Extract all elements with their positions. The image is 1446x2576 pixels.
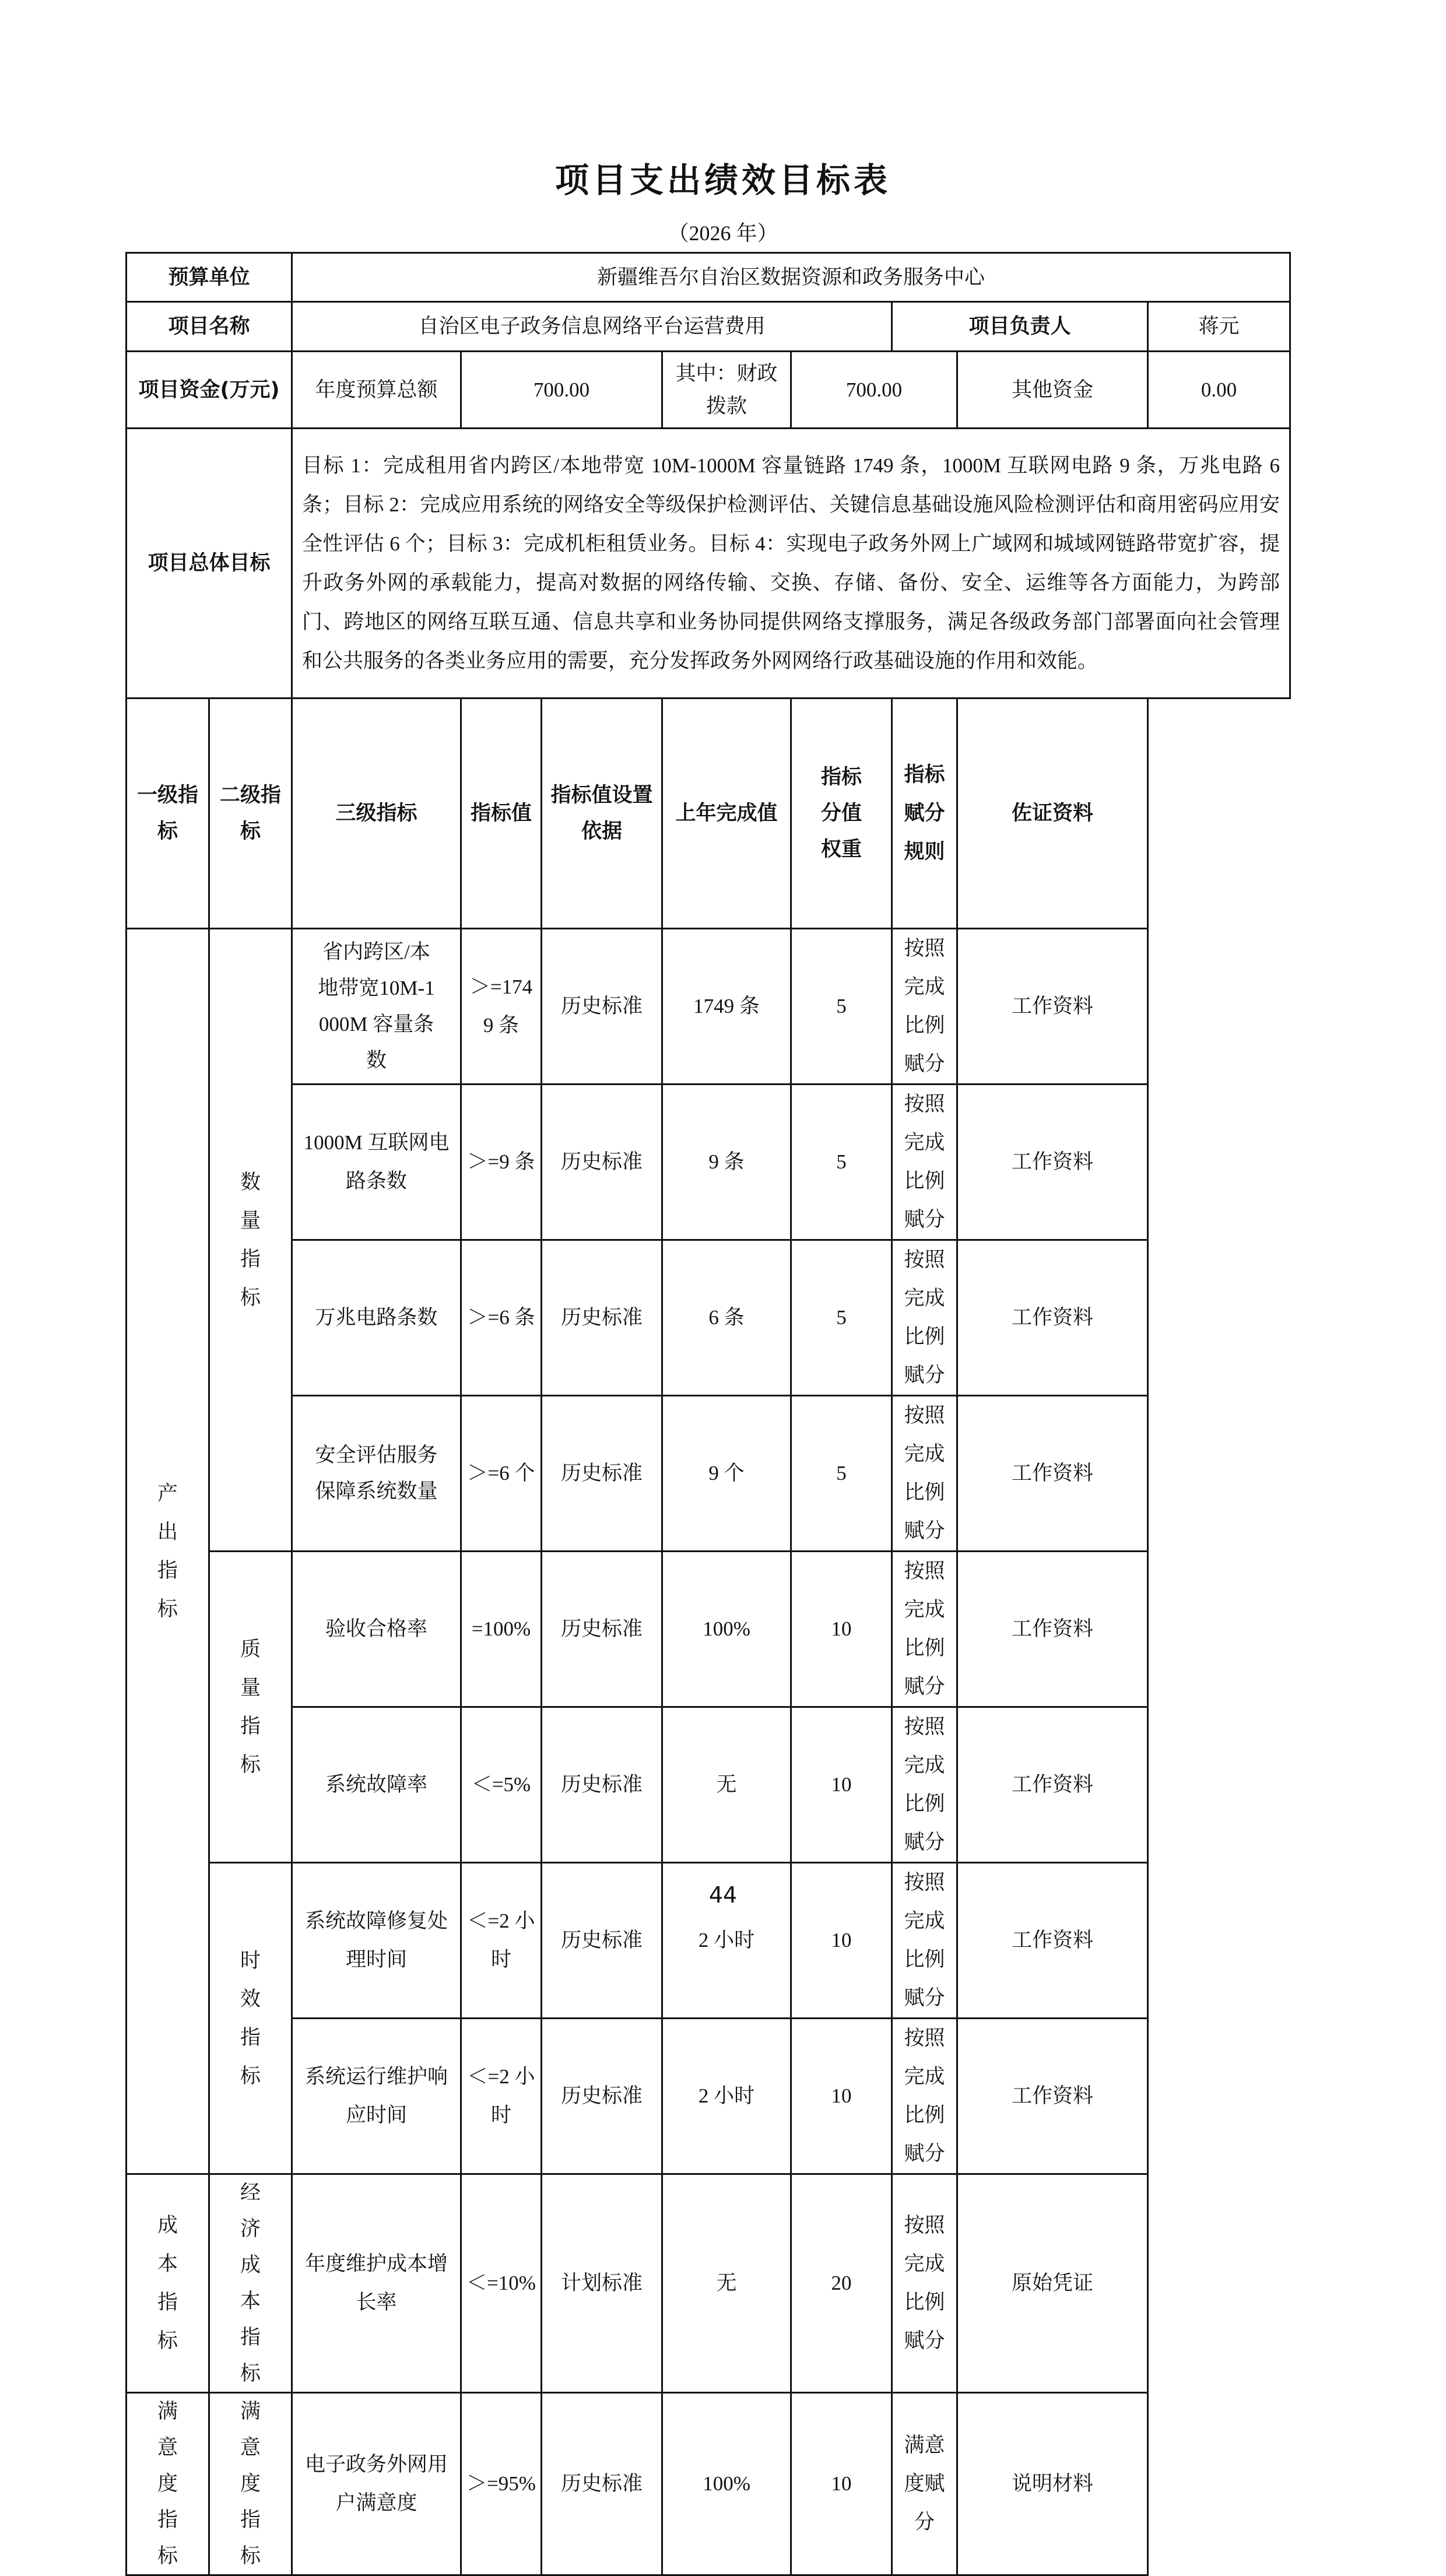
rule-cell: 按照完成比例赋分 bbox=[892, 1240, 957, 1396]
last-year-cell: 2 小时 bbox=[662, 2019, 791, 2174]
value-cell: ＜=2 小时 bbox=[461, 1863, 542, 2019]
weight-cell: 5 bbox=[791, 1085, 892, 1240]
basis-cell: 历史标准 bbox=[542, 1707, 662, 1863]
header-last-year: 上年完成值 bbox=[662, 699, 791, 929]
last-year-cell: 9 个 bbox=[662, 1396, 791, 1552]
evidence-cell: 工作资料 bbox=[957, 1707, 1148, 1863]
last-year-cell: 100% bbox=[662, 1552, 791, 1707]
budget-unit-value: 新疆维吾尔自治区数据资源和政务服务中心 bbox=[292, 253, 1290, 302]
header-basis: 指标值设置依据 bbox=[542, 699, 662, 929]
header-evidence: 佐证资料 bbox=[957, 699, 1148, 929]
last-year-cell: 100% bbox=[662, 2393, 791, 2575]
value-cell: ＞=9 条 bbox=[461, 1085, 542, 1240]
basis-cell: 历史标准 bbox=[542, 1085, 662, 1240]
basis-cell: 计划标准 bbox=[542, 2174, 662, 2393]
level3-cell: 1000M 互联网电路条数 bbox=[292, 1085, 461, 1240]
annual-budget-value: 700.00 bbox=[461, 352, 662, 429]
evidence-cell: 工作资料 bbox=[957, 1240, 1148, 1396]
page-number: 44 bbox=[708, 1882, 738, 1908]
last-year-cell: 无 bbox=[662, 2174, 791, 2393]
group-satisfaction-level2: 满意度指标 bbox=[209, 2393, 292, 2575]
rule-cell: 按照完成比例赋分 bbox=[892, 1863, 957, 2019]
weight-cell: 5 bbox=[791, 1396, 892, 1552]
evidence-cell: 原始凭证 bbox=[957, 2174, 1148, 2393]
header-level3: 三级指标 bbox=[292, 699, 461, 929]
value-cell: ＜=5% bbox=[461, 1707, 542, 1863]
header-level1: 一级指标 bbox=[127, 699, 209, 929]
basis-cell: 历史标准 bbox=[542, 1396, 662, 1552]
weight-cell: 20 bbox=[791, 2174, 892, 2393]
last-year-cell: 无 bbox=[662, 1707, 791, 1863]
evidence-cell: 工作资料 bbox=[957, 929, 1148, 1085]
group-quantity: 数量指标 bbox=[209, 929, 292, 1552]
overall-goal-label: 项目总体目标 bbox=[127, 429, 292, 699]
other-funds-value: 0.00 bbox=[1148, 352, 1290, 429]
group-economic-cost: 经济成本指标 bbox=[209, 2174, 292, 2393]
basis-cell: 历史标准 bbox=[542, 1863, 662, 2019]
project-name-row bbox=[127, 302, 1290, 352]
evidence-cell: 工作资料 bbox=[957, 1863, 1148, 2019]
level3-cell: 电子政务外网用户满意度 bbox=[292, 2393, 461, 2575]
header-weight: 指标分值权重 bbox=[791, 699, 892, 929]
level3-cell: 年度维护成本增长率 bbox=[292, 2174, 461, 2393]
rule-cell: 按照完成比例赋分 bbox=[892, 1396, 957, 1552]
rule-cell: 按照完成比例赋分 bbox=[892, 1552, 957, 1707]
evidence-cell: 工作资料 bbox=[957, 1396, 1148, 1552]
table-row bbox=[127, 1396, 1290, 1552]
basis-cell: 历史标准 bbox=[542, 929, 662, 1085]
value-cell: ＞=6 条 bbox=[461, 1240, 542, 1396]
header-value: 指标值 bbox=[461, 699, 542, 929]
table-row bbox=[127, 1085, 1290, 1240]
weight-cell: 10 bbox=[791, 1863, 892, 2019]
value-cell: ＞=6 个 bbox=[461, 1396, 542, 1552]
basis-cell: 历史标准 bbox=[542, 2393, 662, 2575]
rule-cell: 按照完成比例赋分 bbox=[892, 2019, 957, 2174]
basis-cell: 历史标准 bbox=[542, 2019, 662, 2174]
value-cell: =100% bbox=[461, 1552, 542, 1707]
performance-target-table bbox=[125, 252, 1291, 2576]
weight-cell: 10 bbox=[791, 2393, 892, 2575]
rule-cell: 按照完成比例赋分 bbox=[892, 2174, 957, 2393]
value-cell: ＞=95% bbox=[461, 2393, 542, 2575]
group-quality: 质量指标 bbox=[209, 1552, 292, 1863]
weight-cell: 10 bbox=[791, 2019, 892, 2174]
level3-cell: 系统故障修复处理时间 bbox=[292, 1863, 461, 2019]
table-row bbox=[127, 1240, 1290, 1396]
level3-cell: 系统故障率 bbox=[292, 1707, 461, 1863]
annual-budget-label: 年度预算总额 bbox=[292, 352, 461, 429]
evidence-cell: 工作资料 bbox=[957, 1085, 1148, 1240]
budget-unit-row bbox=[127, 253, 1290, 302]
budget-unit-label: 预算单位 bbox=[127, 253, 292, 302]
value-cell: ＜=2 小时 bbox=[461, 2019, 542, 2174]
table-row bbox=[127, 2174, 1290, 2393]
weight-cell: 10 bbox=[791, 1707, 892, 1863]
funds-row bbox=[127, 352, 1290, 429]
level3-cell: 省内跨区/本地带宽10M-1000M 容量条数 bbox=[292, 929, 461, 1085]
level3-cell: 安全评估服务保障系统数量 bbox=[292, 1396, 461, 1552]
overall-goal-text: 目标 1：完成租用省内跨区/本地带宽 10M-1000M 容量链路 1749 条，1000M 互联网电路 9 条，万兆电路 6 条；目标 2：完成应用系统的网络安全等级保护检测评估、关键信息基础设施风险检测评估和商用密码应用安全性评估 6 个；目标 3：完成机柜租赁业务。目标 4：实现电子政务外网上广域网和城域网链路带宽扩容，提升政务外网的承载能力，提高对数据的网络传输、交换、存储、备份、安全、运维等各方面能力，为跨部门、跨地区的网络互联互通、信息共享和业务协同提供网络支撑服务，满足各级政务部门部署面向社会管理和公共服务的各类业务应用的需要，充分发挥政务外网网络行政基础设施的作用和效能。 bbox=[292, 429, 1290, 699]
fiscal-appropriation-label: 其中：财政拨款 bbox=[662, 352, 791, 429]
table-row bbox=[127, 1552, 1290, 1707]
project-leader-value: 蒋元 bbox=[1148, 302, 1290, 352]
evidence-cell: 工作资料 bbox=[957, 1552, 1148, 1707]
header-level2: 二级指标 bbox=[209, 699, 292, 929]
weight-cell: 10 bbox=[791, 1552, 892, 1707]
page-title: 项目支出绩效目标表 bbox=[554, 160, 891, 200]
year-subtitle: （2026 年） bbox=[668, 222, 778, 245]
level3-cell: 验收合格率 bbox=[292, 1552, 461, 1707]
basis-cell: 历史标准 bbox=[542, 1240, 662, 1396]
rule-cell: 按照完成比例赋分 bbox=[892, 929, 957, 1085]
group-satisfaction: 满意度指标 bbox=[127, 2393, 209, 2575]
table-row bbox=[127, 2019, 1290, 2174]
last-year-cell: 2 小时 bbox=[662, 1863, 791, 2019]
rule-cell: 按照完成比例赋分 bbox=[892, 1707, 957, 1863]
weight-cell: 5 bbox=[791, 1240, 892, 1396]
rule-cell: 按照完成比例赋分 bbox=[892, 1085, 957, 1240]
table-row bbox=[127, 2393, 1290, 2575]
last-year-cell: 1749 条 bbox=[662, 929, 791, 1085]
level3-cell: 万兆电路条数 bbox=[292, 1240, 461, 1396]
group-cost: 成本指标 bbox=[127, 2174, 209, 2393]
funds-label: 项目资金(万元) bbox=[127, 352, 292, 429]
other-funds-label: 其他资金 bbox=[957, 352, 1148, 429]
level3-cell: 系统运行维护响应时间 bbox=[292, 2019, 461, 2174]
value-cell: ＜=10% bbox=[461, 2174, 542, 2393]
value-cell: ＞=1749 条 bbox=[461, 929, 542, 1085]
project-leader-label: 项目负责人 bbox=[892, 302, 1148, 352]
project-name-value: 自治区电子政务信息网络平台运营费用 bbox=[292, 302, 892, 352]
rule-cell: 满意度赋分 bbox=[892, 2393, 957, 2575]
overall-goal-row bbox=[127, 429, 1290, 699]
group-timeliness: 时效指标 bbox=[209, 1863, 292, 2174]
weight-cell: 5 bbox=[791, 929, 892, 1085]
project-name-label: 项目名称 bbox=[127, 302, 292, 352]
last-year-cell: 6 条 bbox=[662, 1240, 791, 1396]
evidence-cell: 工作资料 bbox=[957, 2019, 1148, 2174]
table-row bbox=[127, 1707, 1290, 1863]
header-rule: 指标赋分规则 bbox=[892, 699, 957, 929]
evidence-cell: 说明材料 bbox=[957, 2393, 1148, 2575]
table-row bbox=[127, 929, 1290, 1085]
group-output: 产出指标 bbox=[127, 929, 209, 2174]
indicator-header-row bbox=[127, 699, 1290, 929]
fiscal-appropriation-value: 700.00 bbox=[791, 352, 957, 429]
basis-cell: 历史标准 bbox=[542, 1552, 662, 1707]
last-year-cell: 9 条 bbox=[662, 1085, 791, 1240]
